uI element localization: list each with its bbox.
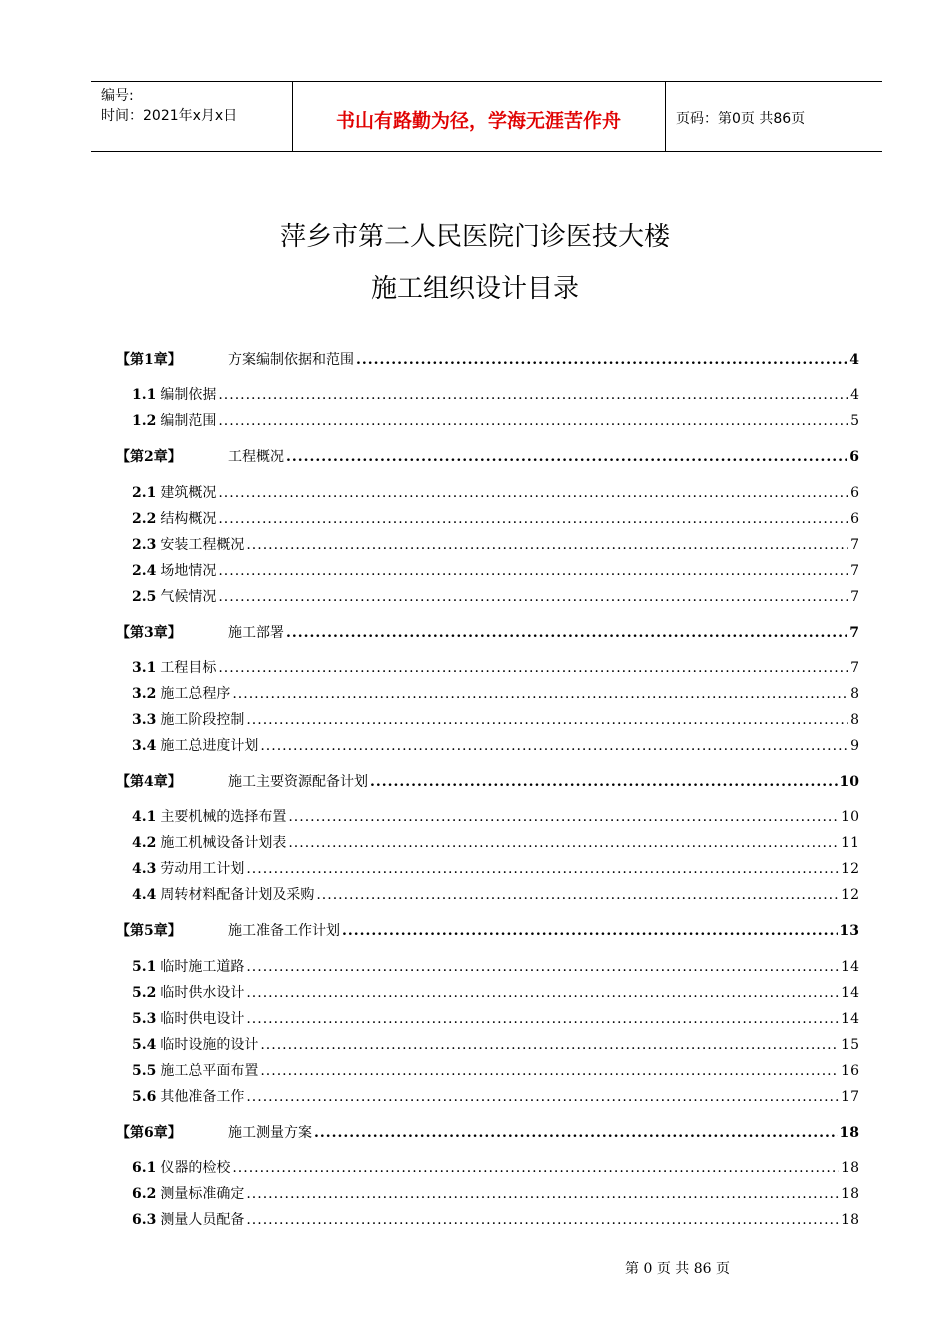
toc-entry-number: 3.3 [132,712,157,728]
toc-section-row[interactable] [0,384,950,406]
toc-section-row[interactable] [0,482,950,504]
toc-entry-title: 工程概况 [228,449,284,465]
toc-section-row[interactable] [0,1183,950,1205]
toc-section-row[interactable] [0,709,950,731]
document-title: 萍乡市第二人民医院门诊医技大楼 [279,222,670,252]
toc-section-row[interactable] [0,1034,950,1056]
toc-entry-number: 5.5 [132,1063,157,1079]
toc-chapter-row[interactable] [0,349,950,371]
toc-dot-leader [246,985,839,1001]
toc-dot-leader [232,1160,839,1176]
toc-page-number: 10 [839,774,859,790]
toc-entry-number: 【第3章】 [116,625,182,641]
toc-dot-leader [342,923,838,939]
toc-section-row[interactable] [0,410,950,432]
toc-entry-title: 临时施工道路 [160,959,245,975]
toc-dot-leader [370,774,838,790]
toc-page-number: 16 [841,1063,859,1079]
toc-entry-number: 【第6章】 [116,1125,182,1141]
toc-dot-leader [286,449,847,465]
toc-dot-leader [246,537,848,553]
toc-dot-leader [246,1011,839,1027]
toc-entry-number: 5.2 [132,985,157,1001]
toc-entry-title: 施工机械设备计划表 [160,835,287,851]
toc-page-number: 8 [850,712,859,728]
toc-entry-title: 施工主要资源配备计划 [228,774,368,790]
toc-section-row[interactable] [0,657,950,679]
toc-entry-number: 【第4章】 [116,774,182,790]
toc-entry-number: 3.4 [132,738,157,754]
toc-page-number: 9 [850,738,859,754]
toc-entry-title: 结构概况 [160,511,217,527]
toc-page-number: 7 [850,563,859,579]
toc-entry-title: 临时供水设计 [160,985,245,1001]
toc-page-number: 13 [839,923,859,939]
document-number-label: 编号: [101,88,134,104]
header-motto-cell [292,82,666,151]
document-time-label: 时间：2021年x月x日 [101,108,238,124]
toc-entry-number: 2.3 [132,537,157,553]
toc-entry-title: 施工准备工作计划 [228,923,340,939]
toc-dot-leader [218,563,848,579]
toc-section-row[interactable] [0,586,950,608]
toc-dot-leader [218,589,848,605]
toc-chapter-row[interactable] [0,771,950,793]
toc-dot-leader [246,861,839,877]
toc-entry-title: 测量人员配备 [160,1212,245,1228]
toc-dot-leader [260,1063,839,1079]
toc-dot-leader [246,1212,839,1228]
toc-page-number: 8 [850,686,859,702]
toc-dot-leader [356,352,847,368]
toc-page-number: 4 [849,352,859,368]
toc-dot-leader [314,1125,838,1141]
toc-entry-number: 2.5 [132,589,157,605]
toc-entry-title: 建筑概况 [160,485,217,501]
toc-page-number: 18 [841,1212,859,1228]
toc-entry-title: 临时供电设计 [160,1011,245,1027]
toc-dot-leader [288,809,839,825]
toc-chapter-row[interactable] [0,622,950,644]
toc-page-number: 7 [850,537,859,553]
toc-dot-leader [218,387,848,403]
toc-section-row[interactable] [0,858,950,880]
toc-page-number: 7 [850,589,859,605]
toc-section-row[interactable] [0,683,950,705]
toc-dot-leader [218,511,848,527]
toc-page-number: 18 [841,1186,859,1202]
toc-entry-number: 【第5章】 [116,923,182,939]
toc-dot-leader [218,413,848,429]
toc-page-number: 10 [841,809,859,825]
toc-page-number: 7 [849,625,859,641]
toc-entry-title: 编制范围 [160,413,217,429]
toc-entry-title: 场地情况 [160,563,217,579]
toc-entry-number: 6.3 [132,1212,157,1228]
toc-entry-title: 编制依据 [160,387,217,403]
toc-section-row[interactable] [0,1060,950,1082]
toc-page-number: 5 [850,413,859,429]
toc-entry-title: 主要机械的选择布置 [160,809,287,825]
toc-entry-number: 4.3 [132,861,157,877]
toc-page-number: 15 [841,1037,859,1053]
toc-entry-number: 4.2 [132,835,157,851]
header-motto: 书山有路勤为径，学海无涯苦作舟 [335,110,621,132]
toc-dot-leader [316,887,839,903]
toc-dot-leader [286,625,847,641]
toc-entry-number: 3.2 [132,686,157,702]
toc-entry-title: 劳动用工计划 [160,861,245,877]
toc-entry-number: 2.2 [132,511,157,527]
toc-entry-number: 【第2章】 [116,449,182,465]
toc-entry-number: 4.1 [132,809,157,825]
toc-dot-leader [246,712,848,728]
toc-entry-title: 周转材料配备计划及采购 [160,887,315,903]
toc-chapter-row[interactable] [0,1122,950,1144]
header-meta-cell [91,82,293,151]
toc-section-row[interactable] [0,534,950,556]
toc-entry-number: 6.1 [132,1160,157,1176]
toc-entry-title: 仪器的检校 [160,1160,231,1176]
toc-entry-number: 5.1 [132,959,157,975]
toc-entry-number: 2.1 [132,485,157,501]
toc-dot-leader [218,485,848,501]
toc-dot-leader [218,660,848,676]
toc-page-number: 4 [850,387,859,403]
toc-page-number: 7 [850,660,859,676]
toc-chapter-row[interactable] [0,446,950,468]
toc-entry-title: 施工总进度计划 [160,738,259,754]
toc-page-number: 17 [841,1089,859,1105]
toc-entry-number: 2.4 [132,563,157,579]
toc-dot-leader [260,1037,839,1053]
toc-entry-title: 施工测量方案 [228,1125,312,1141]
toc-entry-title: 其他准备工作 [160,1089,245,1105]
toc-entry-number: 5.3 [132,1011,157,1027]
toc-entry-number: 5.6 [132,1089,157,1105]
header-page-cell [666,82,882,151]
toc-dot-leader [232,686,848,702]
document-subtitle: 施工组织设计目录 [370,274,579,304]
toc-page-number: 6 [850,511,859,527]
toc-page-number: 14 [841,985,859,1001]
toc-page-number: 6 [850,485,859,501]
toc-chapter-row[interactable] [0,920,950,942]
toc-section-row[interactable] [0,508,950,530]
toc-entry-number: 1.2 [132,413,157,429]
toc-entry-number: 3.1 [132,660,157,676]
page-footer: 第 0 页 共 86 页 [625,1261,730,1277]
toc-page-number: 11 [841,835,859,851]
toc-dot-leader [246,1089,839,1105]
toc-page-number: 18 [841,1160,859,1176]
toc-entry-title: 工程目标 [160,660,217,676]
page-header [91,81,882,152]
toc-entry-number: 1.1 [132,387,157,403]
toc-entry-title: 施工阶段控制 [160,712,245,728]
toc-section-row[interactable] [0,1157,950,1179]
header-page-info: 页码：第0页 共86页 [676,111,806,127]
toc-page-number: 14 [841,1011,859,1027]
toc-dot-leader [246,959,839,975]
toc-entry-title: 气候情况 [160,589,217,605]
toc-page-number: 14 [841,959,859,975]
toc-section-row[interactable] [0,735,950,757]
toc-entry-title: 施工总平面布置 [160,1063,259,1079]
toc-entry-title: 方案编制依据和范围 [228,352,354,368]
toc-section-row[interactable] [0,884,950,906]
toc-page-number: 12 [841,861,859,877]
toc-section-row[interactable] [0,560,950,582]
toc-entry-title: 安装工程概况 [160,537,245,553]
toc-page-number: 6 [849,449,859,465]
toc-entry-title: 测量标准确定 [160,1186,245,1202]
toc-entry-number: 6.2 [132,1186,157,1202]
toc-section-row[interactable] [0,806,950,828]
toc-section-row[interactable] [0,1086,950,1108]
toc-section-row[interactable] [0,982,950,1004]
toc-entry-number: 4.4 [132,887,157,903]
toc-dot-leader [246,1186,839,1202]
toc-section-row[interactable] [0,832,950,854]
toc-section-row[interactable] [0,956,950,978]
toc-page-number: 12 [841,887,859,903]
toc-section-row[interactable] [0,1008,950,1030]
toc-section-row[interactable] [0,1209,950,1231]
toc-entry-number: 【第1章】 [116,352,182,368]
toc-entry-title: 施工总程序 [160,686,231,702]
toc-entry-title: 临时设施的设计 [160,1037,259,1053]
toc-entry-title: 施工部署 [228,625,284,641]
toc-page-number: 18 [839,1125,859,1141]
toc-entry-number: 5.4 [132,1037,157,1053]
toc-dot-leader [288,835,839,851]
toc-dot-leader [260,738,848,754]
